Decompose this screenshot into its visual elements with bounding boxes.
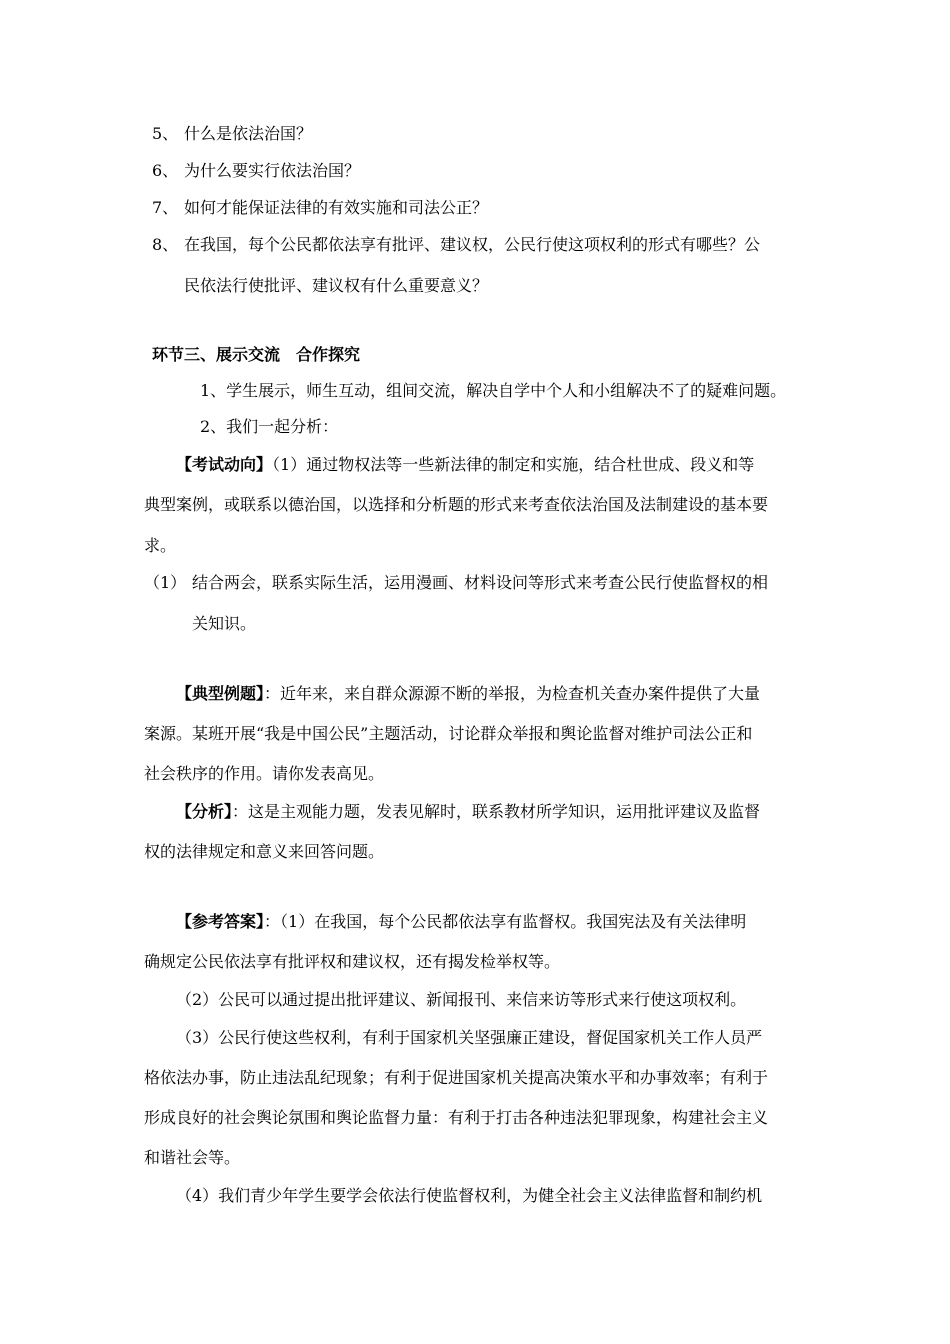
question-number: 7、 bbox=[152, 198, 179, 217]
exam-trend-line-2: 典型案例，或联系以德治国，以选择和分析题的形式来考查依法治国及法制建设的基本要 bbox=[144, 495, 769, 514]
example-label: 【典型例题】 bbox=[176, 684, 265, 703]
analysis-text: ：这是主观能力题，发表见解时，联系教材所学知识，运用批评建议及监督 bbox=[232, 802, 761, 821]
answer-line-7: 和谐社会等。 bbox=[144, 1148, 241, 1167]
question-8 bbox=[152, 235, 760, 255]
example-line-3: 社会秩序的作用。请你发表高见。 bbox=[144, 764, 385, 783]
analysis-line-2: 权的法律规定和意义来回答问题。 bbox=[144, 842, 385, 861]
analysis-label: 【分析】 bbox=[176, 802, 233, 821]
section-item-2: 2、我们一起分析： bbox=[200, 417, 339, 436]
section-heading: 环节三、展示交流 合作探究 bbox=[152, 345, 361, 364]
answer-text: ：（1）在我国，每个公民都依法享有监督权。我国宪法及有关法律明 bbox=[264, 912, 747, 931]
question-number: 8、 bbox=[152, 235, 179, 254]
analysis-line-1 bbox=[176, 802, 760, 822]
question-text: 为什么要实行依法治国？ bbox=[184, 161, 361, 180]
exam-point-number: （1） bbox=[144, 573, 187, 592]
question-8-continuation: 民依法行使批评、建议权有什么重要意义？ bbox=[184, 276, 489, 295]
question-number: 6、 bbox=[152, 161, 179, 180]
question-text: 什么是依法治国？ bbox=[184, 124, 313, 143]
answer-line-6: 形成良好的社会舆论氛围和舆论监督力量：有利于打击各种违法犯罪现象，构建社会主义 bbox=[144, 1108, 769, 1127]
example-text: ：近年来，来自群众源源不断的举报，为检查机关查办案件提供了大量 bbox=[264, 684, 761, 703]
answer-line-1 bbox=[176, 912, 746, 932]
answer-line-3: （2）公民可以通过提出批评建议、新闻报刊、来信来访等形式来行使这项权利。 bbox=[176, 990, 747, 1009]
exam-trend-line-1 bbox=[176, 455, 754, 475]
question-text: 在我国，每个公民都依法享有批评、建议权，公民行使这项权利的形式有哪些？公 bbox=[184, 235, 761, 254]
question-5 bbox=[152, 124, 312, 144]
answer-line-5: 格依法办事，防止违法乱纪现象；有利于促进国家机关提高决策水平和办事效率；有利于 bbox=[144, 1068, 769, 1087]
answer-line-2: 确规定公民依法享有批评权和建议权，还有揭发检举权等。 bbox=[144, 952, 561, 971]
question-text: 如何才能保证法律的有效实施和司法公正？ bbox=[184, 198, 489, 217]
answer-line-4: （3）公民行使这些权利，有利于国家机关坚强廉正建设，督促国家机关工作人员严 bbox=[176, 1028, 763, 1047]
answer-line-8: （4）我们青少年学生要学会依法行使监督权利，为健全社会主义法律监督和制约机 bbox=[176, 1186, 763, 1205]
exam-point-text: 结合两会，联系实际生活，运用漫画、材料设问等形式来考查公民行使监督权的相 bbox=[192, 573, 769, 592]
question-7 bbox=[152, 198, 488, 218]
answer-label: 【参考答案】 bbox=[176, 912, 265, 931]
exam-trend-line-3: 求。 bbox=[144, 536, 177, 555]
exam-trend-label: 【考试动向】 bbox=[176, 455, 273, 474]
section-item-1: 1、学生展示，师生互动，组间交流，解决自学中个人和小组解决不了的疑难问题。 bbox=[200, 381, 787, 400]
question-number: 5、 bbox=[152, 124, 179, 143]
question-6 bbox=[152, 161, 360, 181]
exam-point-line-1 bbox=[144, 573, 768, 593]
exam-point-line-2: 关知识。 bbox=[192, 614, 257, 633]
exam-trend-text: （1）通过物权法等一些新法律的制定和实施，结合杜世成、段义和等 bbox=[272, 455, 755, 474]
example-line-1 bbox=[176, 684, 760, 704]
example-line-2: 案源。某班开展“我是中国公民”主题活动，讨论群众举报和舆论监督对维护司法公正和 bbox=[144, 724, 753, 743]
